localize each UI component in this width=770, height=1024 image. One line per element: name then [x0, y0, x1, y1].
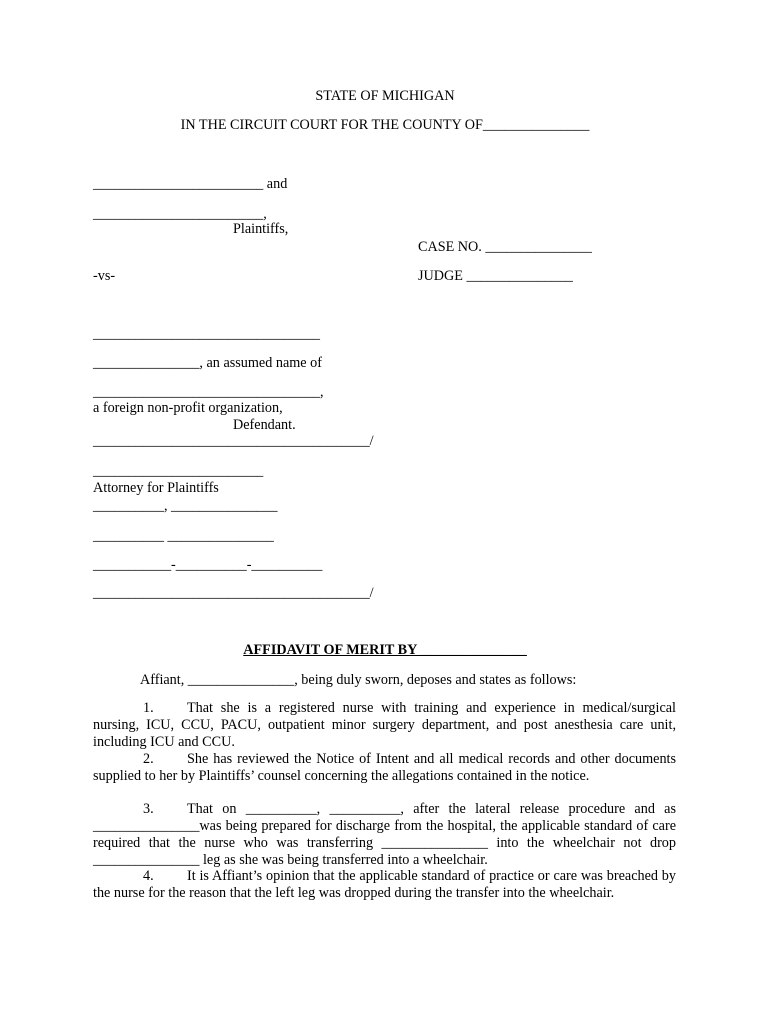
- attorney-label: Attorney for Plaintiffs: [93, 480, 219, 496]
- paragraph-2: [93, 751, 676, 785]
- state-heading: STATE OF MICHIGAN: [315, 88, 455, 104]
- case-number: CASE NO. _______________: [418, 239, 592, 255]
- paragraph-4-text: It is Affiant’s opinion that the applicable standard of practice or care was breached by the nurse for the reason that the left leg was dropped during the transfer into the wheelchair.: [93, 868, 676, 901]
- paragraph-4-number: 4.: [143, 868, 154, 884]
- paragraph-1: [93, 700, 676, 751]
- defendant-line-2: _______________, an assumed name of: [93, 355, 322, 371]
- paragraph-3-number: 3.: [143, 801, 154, 817]
- defendant-label: Defendant.: [233, 417, 296, 433]
- paragraph-3-text: That on __________, __________, after the lateral release procedure and as _______________was being prepared for discharge from the hospital, the applicable standard of care required that the nurse who was transferring _______________ into the wheelchair not drop _______________ leg as she was being transferred into a wheelchair.: [93, 801, 676, 868]
- defendant-line-4: a foreign non-profit organization,: [93, 400, 283, 416]
- paragraph-2-text: She has reviewed the Notice of Intent and all medical records and other documents supplied to her by Plaintiffs’ counsel concerning the allegations contained in the notice.: [93, 751, 676, 784]
- attorney-blank-line: ________________________: [93, 463, 264, 479]
- court-heading: IN THE CIRCUIT COURT FOR THE COUNTY OF_______________: [180, 117, 590, 133]
- paragraph-3: [93, 801, 676, 869]
- plaintiffs-label: Plaintiffs,: [233, 221, 289, 237]
- attorney-address-line-1: __________, _______________: [93, 498, 278, 514]
- defendant-line-3: ________________________________,: [93, 384, 324, 400]
- plaintiff-name-line-2: ________________________,: [93, 206, 267, 222]
- versus-label: -vs-: [93, 268, 116, 284]
- paragraph-4: [93, 868, 676, 902]
- paragraph-2-number: 2.: [143, 751, 154, 767]
- caption-separator-1: _______________________________________/: [93, 433, 374, 449]
- caption-separator-2: _______________________________________/: [93, 585, 374, 601]
- paragraph-1-number: 1.: [143, 700, 154, 716]
- attorney-phone-line: ___________-__________-__________: [93, 557, 323, 573]
- attorney-address-line-2: __________ _______________: [93, 528, 274, 544]
- affidavit-title: AFFIDAVIT OF MERIT BY _______________: [243, 642, 527, 658]
- paragraph-1-text: That she is a registered nurse with training and experience in medical/surgical nursing, ICU, CCU, PACU, outpatient minor surgery department, and post anesthesia care unit, including ICU and CCU.: [93, 700, 676, 750]
- affiant-intro: Affiant, _______________, being duly sworn, deposes and states as follows:: [140, 672, 577, 688]
- defendant-line-1: ________________________________: [93, 326, 320, 342]
- plaintiff-name-line-1: ________________________ and: [93, 176, 288, 192]
- judge-line: JUDGE _______________: [418, 268, 573, 284]
